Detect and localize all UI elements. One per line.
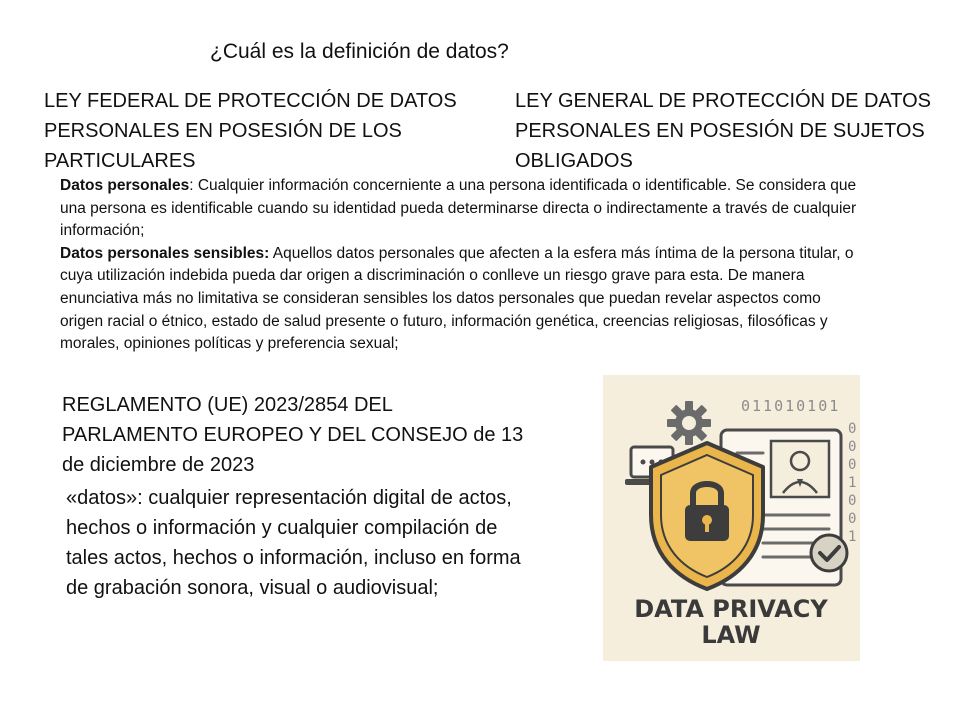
definition-sensitive: [60, 243, 860, 356]
binary-side-column: [848, 421, 856, 545]
binary-side-digit: 0: [848, 457, 857, 473]
definition-personal-term: Datos personales: [60, 177, 190, 194]
definition-personal: [60, 175, 860, 243]
illustration-caption-line2: LAW: [701, 621, 761, 649]
user-avatar-icon: [771, 441, 829, 497]
law-federal-title: LEY FEDERAL DE PROTECCIÓN DE DATOS PERSONALES EN POSESIÓN DE LOS PARTICULARES: [44, 90, 457, 172]
data-privacy-illustration: [603, 375, 860, 661]
check-circle-icon: [811, 535, 847, 571]
definitions-block: [60, 175, 860, 356]
definition-personal-text: : Cualquier información concerniente a una persona identificada o identificable. Se considera que una persona es identificable cuando su identidad pueda determinarse directa o indirectamente a través de cualquier información;: [60, 177, 857, 240]
binary-side-digit: 0: [848, 421, 857, 437]
binary-top-text: 011010101: [741, 397, 841, 415]
binary-side-digit: 1: [848, 529, 857, 545]
reglamento-title: REGLAMENTO (UE) 2023/2854 DEL PARLAMENTO EUROPEO Y DEL CONSEJO de 13 de diciembre de 2023: [62, 394, 524, 476]
illustration-caption-line1: DATA PRIVACY: [634, 595, 828, 623]
definition-sensitive-text: Aquellos datos personales que afecten a la esfera más íntima de la persona titular, o cuya utilización indebida pueda dar origen a discriminación o conlleve un riesgo grave para esta. De manera enunciativa más no limitativa se consideran sensibles los datos personales que puedan revelar aspectos como origen racial o étnico, estado de salud presente o futuro, información genética, creencias religiosas, filosóficas y morales, opiniones políticas y preferencia sexual;: [60, 244, 854, 353]
binary-side-digit: 1: [848, 475, 857, 491]
binary-side-digit: 0: [848, 511, 857, 527]
slide-question: ¿Cuál es la definición de datos?: [210, 40, 509, 63]
definition-sensitive-term: Datos personales sensibles:: [60, 244, 270, 262]
law-general-title: LEY GENERAL DE PROTECCIÓN DE DATOS PERSONALES EN POSESIÓN DE SUJETOS OBLIGADOS: [515, 90, 932, 172]
gear-icon: [667, 401, 711, 445]
datos-definition: «datos»: cualquier representación digital de actos, hechos o información y cualquier compilación de tales actos, hechos o información, incluso en forma de grabación sonora, visual o audiovisual;: [66, 487, 521, 599]
binary-side-digit: 0: [848, 439, 857, 455]
binary-side-digit: 0: [848, 493, 857, 509]
